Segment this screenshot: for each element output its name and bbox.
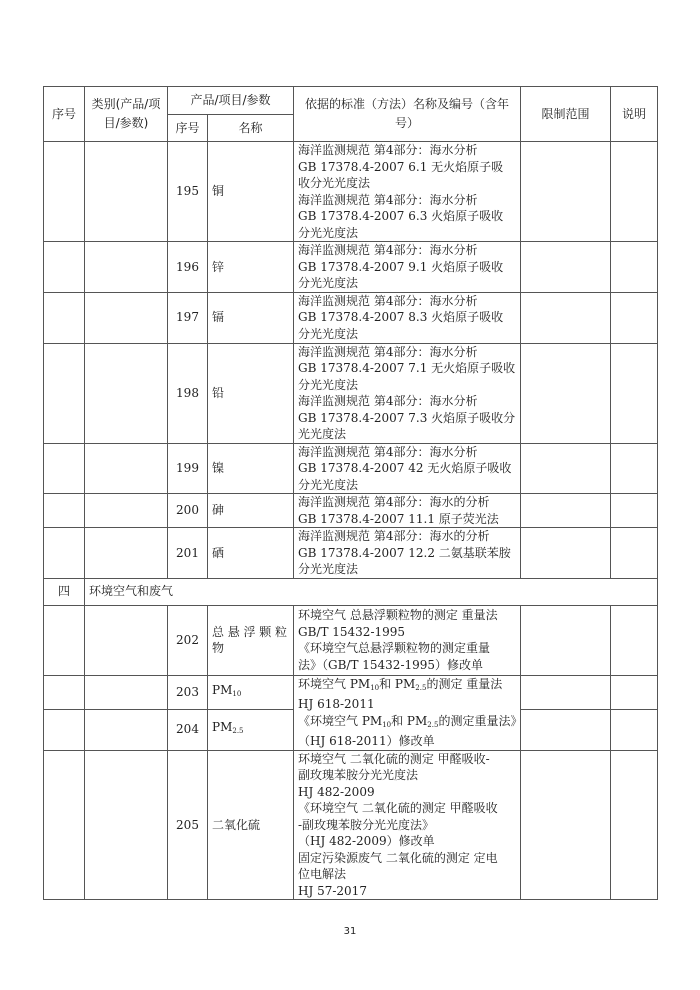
note-cell <box>611 142 658 242</box>
category-cell <box>85 750 168 900</box>
item-no: 196 <box>168 242 208 293</box>
standard-line: 海洋监测规范 第4部分：海水分析 <box>298 344 478 359</box>
standard-cell <box>294 675 521 750</box>
standard-line: GB 17378.4-2007 8.3 火焰原子吸收 <box>298 310 504 325</box>
standard-cell <box>294 242 521 293</box>
note-cell <box>611 343 658 443</box>
item-name: 镉 <box>208 292 294 343</box>
item-no: 195 <box>168 142 208 242</box>
note-cell <box>611 292 658 343</box>
item-no: 202 <box>168 605 208 675</box>
standard-cell <box>294 528 521 579</box>
standard-subscript: 2.5 <box>415 683 427 692</box>
note-cell <box>611 709 658 750</box>
standard-cell <box>294 343 521 443</box>
standard-line: GB 17378.4-2007 7.3 火焰原子吸收分 <box>298 410 516 425</box>
table-row <box>44 343 658 443</box>
header-standard: 依据的标准（方法）名称及编号（含年号） <box>294 87 521 142</box>
standard-line: GB 17378.4-2007 42 无火焰原子吸收 <box>298 461 512 475</box>
item-name-text: PM <box>212 720 233 735</box>
standard-text: 的测定重量法》 <box>438 713 523 728</box>
standard-subscript: 10 <box>382 720 392 729</box>
seq-cell <box>44 142 85 242</box>
standard-cell <box>294 443 521 494</box>
standard-cell <box>294 605 521 675</box>
header-category: 类别(产品/项目/参数) <box>85 87 168 142</box>
limit-cell <box>521 605 611 675</box>
standard-line: （HJ 618-2011）修改单 <box>298 734 435 748</box>
item-no: 200 <box>168 494 208 528</box>
standard-line: 海洋监测规范 第4部分：海水分析 <box>298 143 478 157</box>
header-row <box>44 87 658 115</box>
header-seq: 序号 <box>44 87 85 142</box>
standard-line: GB 17378.4-2007 9.1 火焰原子吸收 <box>298 259 504 274</box>
item-name: 硒 <box>208 528 294 579</box>
standard-line: 海洋监测规范 第4部分：海水分析 <box>298 192 478 207</box>
seq-cell <box>44 443 85 494</box>
header-item-name: 名称 <box>208 115 294 142</box>
seq-cell <box>44 343 85 443</box>
standard-line: 光光度法 <box>298 427 347 441</box>
section-number: 四 <box>44 578 85 605</box>
item-name: 二氧化硫 <box>208 750 294 900</box>
limit-cell <box>521 750 611 900</box>
seq-cell <box>44 494 85 528</box>
standard-line: 位电解法 <box>298 867 347 881</box>
header-item-seq: 序号 <box>168 115 208 142</box>
note-cell <box>611 605 658 675</box>
note-cell <box>611 528 658 579</box>
table-row <box>44 528 658 579</box>
item-no: 201 <box>168 528 208 579</box>
item-no: 203 <box>168 675 208 709</box>
section-title: 环境空气和废气 <box>85 578 658 605</box>
item-no: 204 <box>168 709 208 750</box>
standard-cell <box>294 292 521 343</box>
category-cell <box>85 242 168 293</box>
standard-line: 《环境空气总悬浮颗粒物的测定重量 <box>298 641 491 655</box>
note-cell <box>611 443 658 494</box>
standard-line: GB 17378.4-2007 6.3 火焰原子吸收 <box>298 209 504 223</box>
standard-line: 环境空气 总悬浮颗粒物的测定 重量法 <box>298 608 498 622</box>
item-name: 镍 <box>208 443 294 494</box>
table-row <box>44 605 658 675</box>
standard-line: 海洋监测规范 第4部分：海水分析 <box>298 293 478 308</box>
standard-cell <box>294 494 521 528</box>
page-number: 31 <box>343 926 357 937</box>
limit-cell <box>521 343 611 443</box>
section-row <box>44 578 658 605</box>
limit-cell <box>521 675 611 709</box>
standard-line: 《环境空气 二氧化硫的测定 甲醛吸收 <box>298 801 498 815</box>
standard-line: 海洋监测规范 第4部分：海水分析 <box>298 394 478 408</box>
item-name-text: PM <box>212 682 233 697</box>
standard-text: 和 PM <box>391 713 428 728</box>
standard-line: 分光光度法 <box>298 326 359 341</box>
item-name: 铅 <box>208 343 294 443</box>
table-row <box>44 750 658 900</box>
standard-cell <box>294 142 521 242</box>
standard-cell <box>294 750 521 900</box>
standard-line: 分光光度法 <box>298 477 359 492</box>
note-cell <box>611 675 658 709</box>
item-no: 197 <box>168 292 208 343</box>
table-row <box>44 142 658 242</box>
category-cell <box>85 292 168 343</box>
category-cell <box>85 675 168 709</box>
table-row <box>44 443 658 494</box>
header-product-group: 产品/项目/参数 <box>168 87 294 115</box>
limit-cell <box>521 142 611 242</box>
standard-line: HJ 57-2017 <box>298 883 367 898</box>
standard-line: GB 17378.4-2007 12.2 二氨基联苯胺 <box>298 545 511 560</box>
standard-line: 法》（GB/T 15432-1995）修改单 <box>298 657 484 672</box>
category-cell <box>85 494 168 528</box>
item-name: 锌 <box>208 242 294 293</box>
category-cell <box>85 343 168 443</box>
seq-cell <box>44 709 85 750</box>
standard-line: 海洋监测规范 第4部分：海水的分析 <box>298 495 490 509</box>
item-name: 总悬浮颗粒物 <box>208 605 294 675</box>
standard-line: 收分光光度法 <box>298 176 371 190</box>
category-cell <box>85 605 168 675</box>
header-note: 说明 <box>611 87 658 142</box>
category-cell <box>85 709 168 750</box>
seq-cell <box>44 750 85 900</box>
standard-line: 环境空气 二氧化硫的测定 甲醛吸收- <box>298 751 490 766</box>
table-row <box>44 675 658 709</box>
standard-line: （HJ 482-2009）修改单 <box>298 834 435 848</box>
standard-text: 《环境空气 PM <box>298 713 383 728</box>
standard-text: 环境空气 PM <box>298 676 371 691</box>
item-name: 铜 <box>208 142 294 242</box>
limit-cell <box>521 494 611 528</box>
limit-cell <box>521 709 611 750</box>
standard-line: HJ 618-2011 <box>298 697 375 711</box>
standard-line: 固定污染源废气 二氧化硫的测定 定电 <box>298 850 498 865</box>
seq-cell <box>44 242 85 293</box>
limit-cell <box>521 292 611 343</box>
standard-line: 分光光度法 <box>298 276 359 290</box>
standard-line: GB 17378.4-2007 6.1 无火焰原子吸 <box>298 159 504 174</box>
standard-line <box>298 676 516 697</box>
standard-line: 分光光度法 <box>298 225 359 240</box>
limit-cell <box>521 443 611 494</box>
limit-cell <box>521 242 611 293</box>
table-row <box>44 242 658 293</box>
standard-line <box>298 713 523 734</box>
item-name-subscript: 10 <box>232 689 242 698</box>
category-cell <box>85 443 168 494</box>
category-cell <box>85 142 168 242</box>
item-name <box>208 709 294 750</box>
item-name <box>208 675 294 709</box>
note-cell <box>611 242 658 293</box>
standard-line: GB/T 15432-1995 <box>298 624 406 639</box>
note-cell <box>611 750 658 900</box>
item-no: 199 <box>168 443 208 494</box>
seq-cell <box>44 605 85 675</box>
item-name: 砷 <box>208 494 294 528</box>
standard-line: 分光光度法 <box>298 377 359 392</box>
limit-cell <box>521 528 611 579</box>
table-row <box>44 494 658 528</box>
standard-line: GB 17378.4-2007 11.1 原子荧光法 <box>298 511 499 526</box>
category-cell <box>85 528 168 579</box>
standard-text: 的测定 重量法 <box>426 676 503 691</box>
standard-line: -副玫瑰苯胺分光光度法》 <box>298 817 435 832</box>
seq-cell <box>44 528 85 579</box>
seq-cell <box>44 675 85 709</box>
item-no: 205 <box>168 750 208 900</box>
standard-line: GB 17378.4-2007 7.1 无火焰原子吸收 <box>298 361 516 375</box>
note-cell <box>611 494 658 528</box>
standard-line: 海洋监测规范 第4部分：海水的分析 <box>298 529 490 543</box>
standard-subscript: 10 <box>370 683 380 692</box>
standard-line: 海洋监测规范 第4部分：海水分析 <box>298 444 478 459</box>
standard-line: HJ 482-2009 <box>298 784 375 799</box>
standard-line: 分光光度法 <box>298 562 359 576</box>
item-name-subscript: 2.5 <box>232 727 244 736</box>
header-limit: 限制范围 <box>521 87 611 142</box>
standards-table <box>43 86 658 900</box>
standard-line: 副玫瑰苯胺分光光度法 <box>298 768 419 782</box>
standard-text: 和 PM <box>379 676 416 691</box>
standard-line: 海洋监测规范 第4部分：海水分析 <box>298 243 478 257</box>
standard-subscript: 2.5 <box>427 720 439 729</box>
seq-cell <box>44 292 85 343</box>
item-no: 198 <box>168 343 208 443</box>
table-row <box>44 292 658 343</box>
